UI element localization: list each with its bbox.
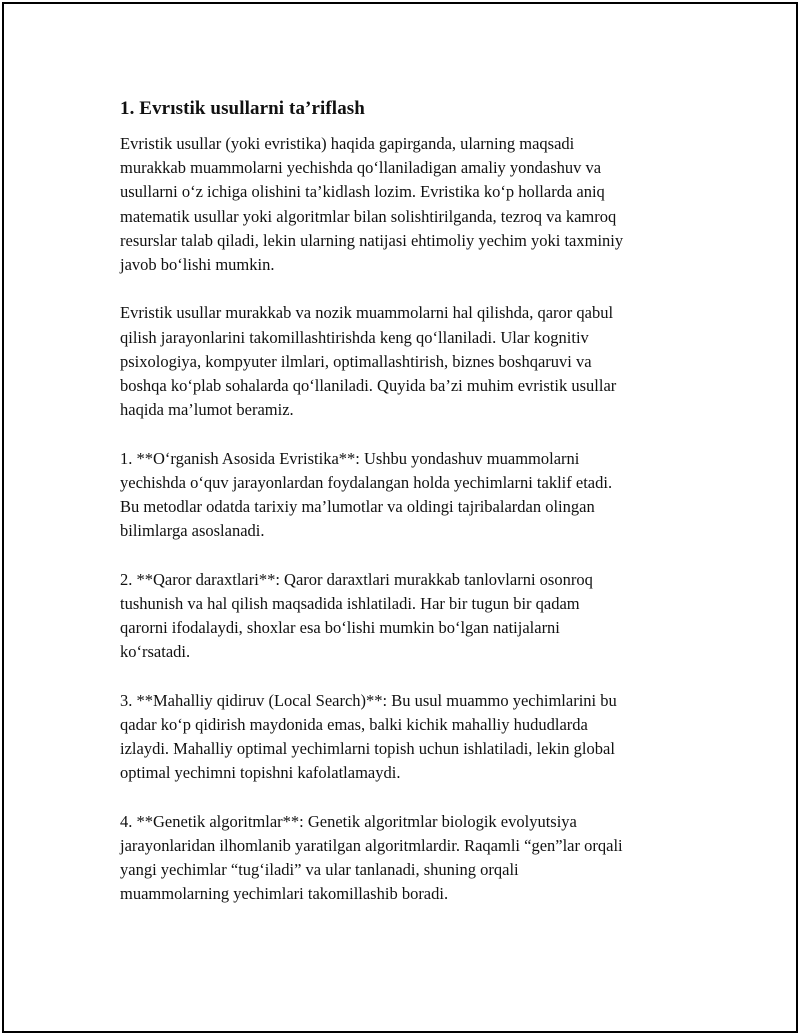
text-line: muammolarning yechimlari takomillashib boradi. bbox=[120, 884, 449, 904]
text-line: javob bo‘lishi mumkin. bbox=[120, 255, 275, 275]
text-line: haqida ma’lumot beramiz. bbox=[120, 400, 294, 420]
text-line: qilish jarayonlarini takomillashtirishda keng qo‘llaniladi. Ular kognitiv bbox=[120, 327, 589, 347]
text-line: psixologiya, kompyuter ilmlari, optimallashtirish, biznes boshqaruvi va bbox=[120, 351, 592, 371]
text-line: Evristik usullar murakkab va nozik muammolarni hal qilishda, qaror qabul bbox=[120, 303, 614, 323]
document-body bbox=[120, 96, 688, 931]
text-line: yangi yechimlar “tug‘iladi” va ular tanlanadi, shuning orqali bbox=[120, 860, 519, 880]
paragraph bbox=[120, 810, 688, 907]
paragraph-list bbox=[120, 132, 688, 906]
text-line: usullarni o‘z ichiga olishini ta’kidlash lozim. Evristika ko‘p hollarda aniq bbox=[120, 182, 605, 202]
text-line: optimal yechimni topishni kafolatlamaydi. bbox=[120, 763, 401, 783]
text-line: bilimlarga asoslanadi. bbox=[120, 521, 265, 541]
paragraph bbox=[120, 301, 688, 422]
text-line: ko‘rsatadi. bbox=[120, 642, 191, 662]
text-line: jarayonlaridan ilhomlanib yaratilgan algoritmlardir. Raqamli “gen”lar orqali bbox=[120, 835, 623, 855]
text-line: boshqa ko‘plab sohalarda qo‘llaniladi. Quyida ba’zi muhim evristik usullar bbox=[120, 376, 617, 396]
text-line: 1. **O‘rganish Asosida Evristika**: Ushbu yondashuv muammolarni bbox=[120, 448, 580, 468]
text-line: resurslar talab qiladi, lekin ularning natijasi ehtimoliy yechim yoki taxminiy bbox=[120, 230, 624, 250]
paragraph bbox=[120, 447, 688, 544]
text-line: Evristik usullar (yoki evristika) haqida gapirganda, ularning maqsadi bbox=[120, 134, 575, 153]
text-line: 4. **Genetik algoritmlar**: Genetik algoritmlar biologik evolyutsiya bbox=[120, 811, 577, 831]
text-line: tushunish va hal qilish maqsadida ishlatiladi. Har bir tugun bir qadam bbox=[120, 593, 580, 613]
text-line: yechishda o‘quv jarayonlardan foydalangan holda yechimlarni taklif etadi. bbox=[120, 472, 613, 492]
text-line: murakkab muammolarni yechishda qo‘llaniladigan amaliy yondashuv va bbox=[120, 158, 602, 178]
text-line: matematik usullar yoki algoritmlar bilan solishtirilganda, tezroq va kamroq bbox=[120, 206, 617, 226]
text-line: izlaydi. Mahalliy optimal yechimlarni topish uchun ishlatiladi, lekin global bbox=[120, 739, 615, 759]
text-line: Bu metodlar odatda tarixiy ma’lumotlar va oldingi tajribalardan olingan bbox=[120, 497, 595, 517]
paragraph bbox=[120, 689, 688, 786]
text-line: 2. **Qaror daraxtlari**: Qaror daraxtlari murakkab tanlovlarni osonroq bbox=[120, 569, 593, 589]
text-line: qarorni ifodalaydi, shoxlar esa bo‘lishi mumkin bo‘lgan natijalarni bbox=[120, 618, 560, 638]
paragraph bbox=[120, 132, 688, 277]
text-line: 3. **Mahalliy qidiruv (Local Search)**: Bu usul muammo yechimlarini bu bbox=[120, 690, 617, 710]
text-line: qadar ko‘p qidirish maydonida emas, balki kichik mahalliy hududlarda bbox=[120, 714, 588, 734]
section-heading: 1. Evrıstik usullarni ta’riflash bbox=[120, 98, 365, 119]
page-frame bbox=[2, 2, 798, 1033]
paragraph bbox=[120, 568, 688, 665]
